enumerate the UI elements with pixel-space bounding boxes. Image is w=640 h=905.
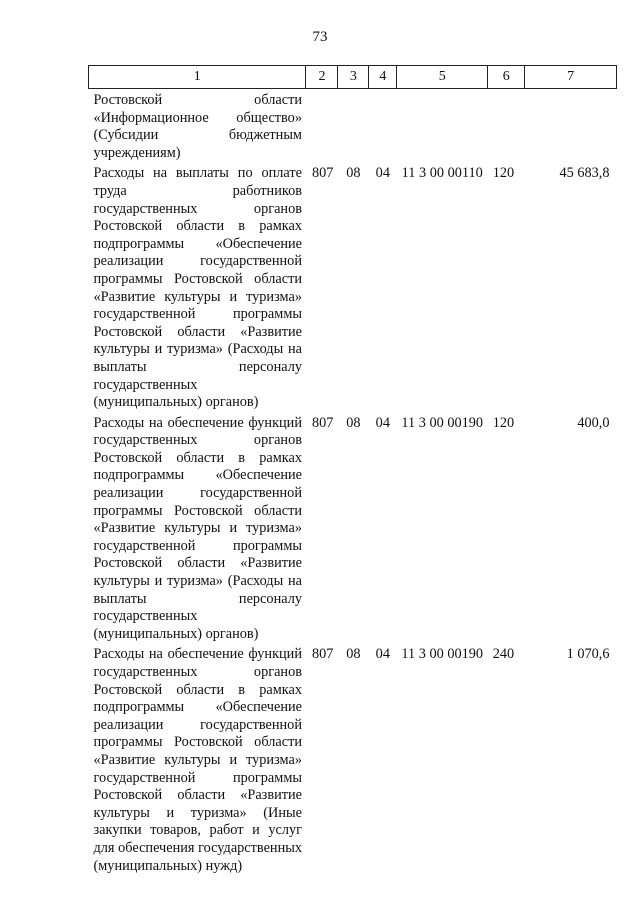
header-col-4: 4 — [369, 66, 397, 89]
row-target-article: 11 3 00 00190 — [401, 646, 484, 663]
header-col-7: 7 — [525, 66, 617, 89]
row-subsection: 04 — [375, 414, 390, 431]
header-col-5: 5 — [397, 66, 488, 89]
row-target-article: 11 3 00 00110 — [401, 165, 483, 182]
row-section: 08 — [346, 646, 361, 663]
table-row — [89, 646, 617, 878]
row-section: 08 — [346, 414, 361, 431]
header-col-2: 2 — [306, 66, 338, 89]
row-section: 08 — [346, 165, 361, 182]
row-description: Расходы на обеспечение функций государственных органов Ростовской области в рамках подпрограммы «Обеспечение реализации государственной программы Ростовской области «Развитие культуры и туризма» государственной программы Ростовской области «Развитие культуры и туризма» (Иные закупки товаров, работ и услуг для обеспечения государственных (муниципальных) нужд) — [93, 646, 302, 874]
header-col-1: 1 — [89, 66, 306, 89]
row-ministry: 807 — [311, 165, 334, 182]
row-subsection: 04 — [375, 646, 390, 663]
row-amount — [525, 89, 617, 166]
row-description: Расходы на обеспечение функций государственных органов Ростовской области в рамках подпрограммы «Обеспечение реализации государственной программы Ростовской области «Развитие культуры и туризма» государственной программы Ростовской области «Развитие культуры и туризма» (Расходы на выплаты персоналу государственных (муниципальных) органов) — [93, 414, 302, 642]
row-expense-type: 120 — [492, 414, 515, 431]
budget-table — [88, 65, 617, 878]
row-expense-type — [488, 89, 525, 166]
row-subsection — [369, 89, 397, 166]
table-row — [89, 165, 617, 414]
row-amount: 45 683,8 — [559, 165, 610, 182]
row-ministry: 807 — [311, 414, 334, 431]
page-number: 73 — [312, 29, 328, 45]
row-description: Ростовской области «Информационное общество» (Субсидии бюджетным учреждениям) — [93, 92, 302, 161]
header-col-3: 3 — [338, 66, 369, 89]
table-header — [89, 66, 617, 89]
header-col-6: 6 — [488, 66, 525, 89]
row-ministry: 807 — [311, 646, 334, 663]
row-description: Расходы на выплаты по оплате труда работников государственных органов Ростовской области в рамках подпрограммы «Обеспечение реализации государственной программы Ростовской области «Развитие культуры и туризма» государственной программы Ростовской области «Развитие культуры и туризма» (Расходы на выплаты персоналу государственных (муниципальных) органов) — [93, 165, 302, 411]
row-expense-type: 240 — [492, 646, 515, 663]
row-target-article — [397, 89, 488, 166]
row-expense-type: 120 — [492, 165, 515, 182]
row-ministry — [306, 89, 338, 166]
row-amount: 400,0 — [577, 414, 610, 431]
table-row — [89, 89, 617, 166]
row-target-article: 11 3 00 00190 — [401, 414, 484, 431]
row-section — [338, 89, 369, 166]
table-row — [89, 415, 617, 647]
row-amount: 1 070,6 — [566, 646, 610, 663]
row-subsection: 04 — [375, 165, 390, 182]
